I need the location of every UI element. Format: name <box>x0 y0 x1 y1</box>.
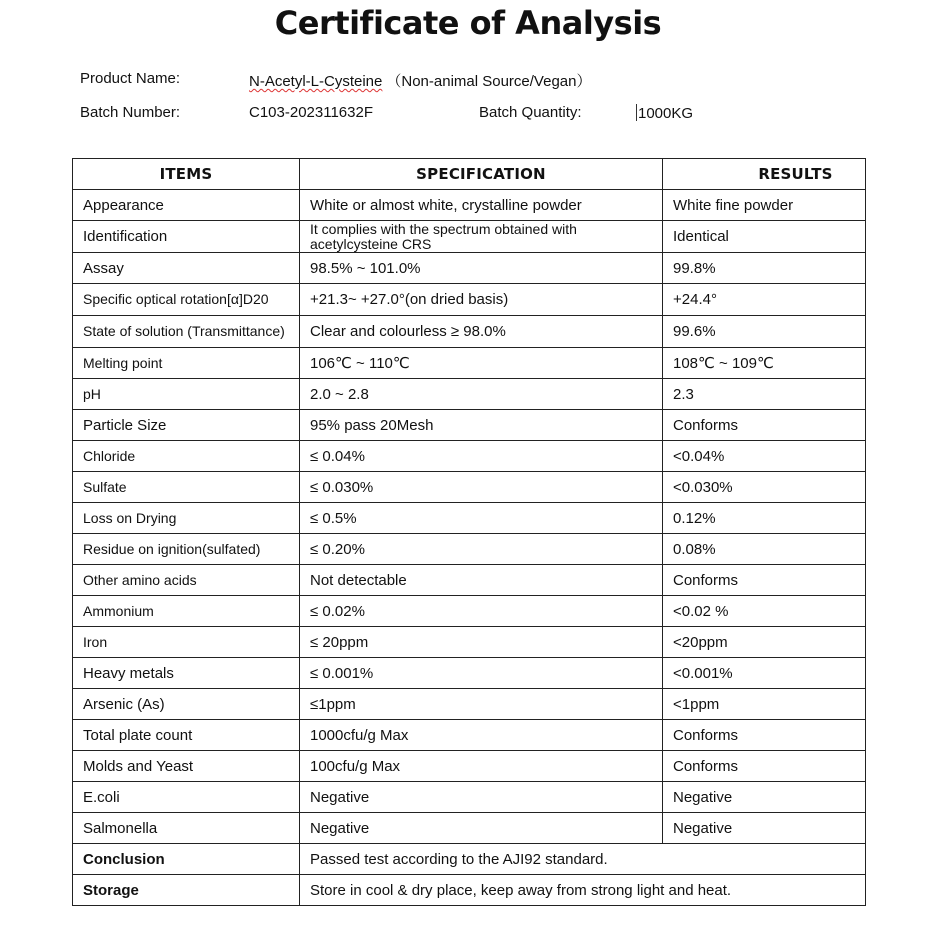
row-result-cell: <0.04% <box>663 441 866 472</box>
table-row <box>73 348 866 379</box>
row-item-cell: Specific optical rotation[α]D20 <box>73 284 300 316</box>
row-item-cell: Assay <box>73 253 300 284</box>
table-row <box>73 441 866 472</box>
header-specification: SPECIFICATION <box>300 159 663 190</box>
table-row <box>73 316 866 348</box>
row-specification-cell: ≤ 0.5% <box>300 503 663 534</box>
conclusion-row <box>73 844 866 875</box>
table-row <box>73 596 866 627</box>
batch-number-value: C103-202311632F <box>249 104 373 121</box>
row-specification-cell: White or almost white, crystalline powder <box>300 190 663 221</box>
row-specification-cell: 106℃ ~ 110℃ <box>300 348 663 379</box>
row-result-cell: 108℃ ~ 109℃ <box>663 348 866 379</box>
storage-text: Store in cool & dry place, keep away from strong light and heat. <box>300 875 866 906</box>
row-specification-cell: Clear and colourless ≥ 98.0% <box>300 316 663 348</box>
table-row <box>73 720 866 751</box>
row-result-cell: Conforms <box>663 720 866 751</box>
row-item-cell: Melting point <box>73 348 300 379</box>
row-item-cell: Total plate count <box>73 720 300 751</box>
row-item-cell: Sulfate <box>73 472 300 503</box>
row-specification-cell: Negative <box>300 782 663 813</box>
batch-quantity-label: Batch Quantity: <box>479 104 582 121</box>
table-row <box>73 658 866 689</box>
row-specification-cell: Not detectable <box>300 565 663 596</box>
row-item-cell: Ammonium <box>73 596 300 627</box>
row-result-cell: Negative <box>663 782 866 813</box>
row-item-cell: Salmonella <box>73 813 300 844</box>
table-row <box>73 689 866 720</box>
row-item-cell: Molds and Yeast <box>73 751 300 782</box>
table-header-row <box>73 159 866 190</box>
product-name-value <box>249 70 591 91</box>
table-row <box>73 190 866 221</box>
row-item-cell: Other amino acids <box>73 565 300 596</box>
table-row <box>73 284 866 316</box>
header-items: ITEMS <box>73 159 300 190</box>
row-item-cell: Chloride <box>73 441 300 472</box>
analysis-table <box>72 158 866 906</box>
row-specification-cell: 2.0 ~ 2.8 <box>300 379 663 410</box>
table-row <box>73 379 866 410</box>
row-result-cell: White fine powder <box>663 190 866 221</box>
table-row <box>73 410 866 441</box>
row-result-cell: 99.8% <box>663 253 866 284</box>
row-specification-cell: 95% pass 20Mesh <box>300 410 663 441</box>
row-result-cell: Conforms <box>663 751 866 782</box>
row-specification-cell: ≤ 0.02% <box>300 596 663 627</box>
row-result-cell: <0.001% <box>663 658 866 689</box>
table-row <box>73 503 866 534</box>
batch-quantity-value-wrap <box>636 104 693 122</box>
row-item-cell: Residue on ignition(sulfated) <box>73 534 300 565</box>
row-result-cell: <20ppm <box>663 627 866 658</box>
row-item-cell: Particle Size <box>73 410 300 441</box>
row-item-cell: Loss on Drying <box>73 503 300 534</box>
header-results: RESULTS <box>663 159 866 190</box>
row-item-cell: pH <box>73 379 300 410</box>
row-result-cell: +24.4° <box>663 284 866 316</box>
row-specification-cell: 1000cfu/g Max <box>300 720 663 751</box>
field-separator <box>636 104 637 121</box>
row-specification-cell: +21.3~ +27.0°(on dried basis) <box>300 284 663 316</box>
row-item-cell: Arsenic (As) <box>73 689 300 720</box>
storage-label: Storage <box>73 875 300 906</box>
table-body <box>73 190 866 844</box>
row-specification-cell: It complies with the spectrum obtained with acetylcysteine CRS <box>300 221 663 253</box>
row-result-cell: <0.02 % <box>663 596 866 627</box>
row-result-cell: <0.030% <box>663 472 866 503</box>
table-row <box>73 565 866 596</box>
batch-number-label: Batch Number: <box>80 104 181 121</box>
product-name: N-Acetyl-L-Cysteine <box>249 73 383 90</box>
row-result-cell: Conforms <box>663 565 866 596</box>
row-result-cell: Identical <box>663 221 866 253</box>
row-item-cell: Identification <box>73 221 300 253</box>
row-specification-cell: 98.5% ~ 101.0% <box>300 253 663 284</box>
row-item-cell: Appearance <box>73 190 300 221</box>
table-row <box>73 472 866 503</box>
product-name-label: Product Name: <box>80 70 181 87</box>
table-row <box>73 782 866 813</box>
table-row <box>73 813 866 844</box>
document-title: Certificate of Analysis <box>274 4 662 42</box>
row-item-cell: Heavy metals <box>73 658 300 689</box>
row-item-cell: State of solution (Transmittance) <box>73 316 300 348</box>
row-result-cell: 0.12% <box>663 503 866 534</box>
batch-quantity-value: 1000KG <box>638 105 694 122</box>
table-row <box>73 627 866 658</box>
conclusion-text: Passed test according to the AJI92 standard. <box>300 844 866 875</box>
row-item-cell: Iron <box>73 627 300 658</box>
conclusion-label: Conclusion <box>73 844 300 875</box>
row-item-cell: E.coli <box>73 782 300 813</box>
row-result-cell: 0.08% <box>663 534 866 565</box>
table-row <box>73 751 866 782</box>
table-row <box>73 253 866 284</box>
row-result-cell: 2.3 <box>663 379 866 410</box>
table-row <box>73 221 866 253</box>
row-specification-cell: ≤ 0.20% <box>300 534 663 565</box>
row-result-cell: 99.6% <box>663 316 866 348</box>
row-result-cell: <1ppm <box>663 689 866 720</box>
row-specification-cell: ≤ 0.030% <box>300 472 663 503</box>
row-result-cell: Negative <box>663 813 866 844</box>
row-result-cell: Conforms <box>663 410 866 441</box>
row-specification-cell: ≤1ppm <box>300 689 663 720</box>
row-specification-cell: 100cfu/g Max <box>300 751 663 782</box>
storage-row <box>73 875 866 906</box>
row-specification-cell: ≤ 0.04% <box>300 441 663 472</box>
row-specification-cell: ≤ 0.001% <box>300 658 663 689</box>
table-row <box>73 534 866 565</box>
row-specification-cell: ≤ 20ppm <box>300 627 663 658</box>
product-source: （Non-animal Source/Vegan） <box>386 73 592 90</box>
row-specification-cell: Negative <box>300 813 663 844</box>
